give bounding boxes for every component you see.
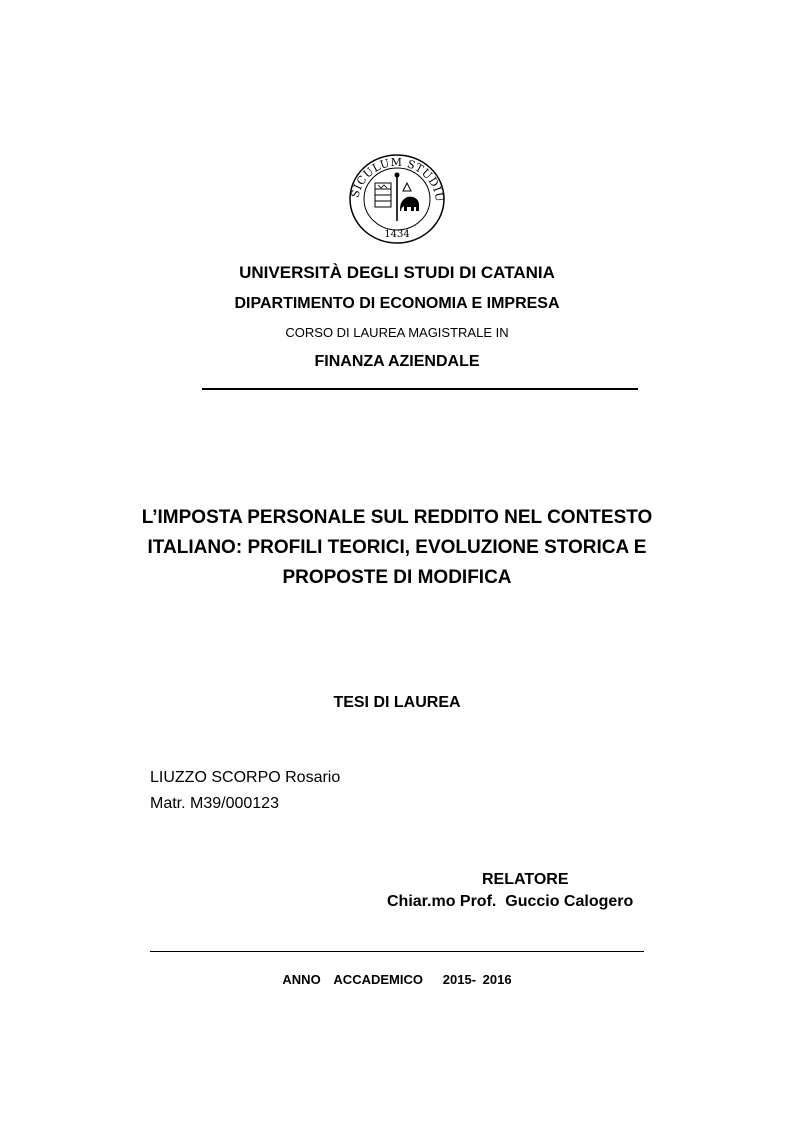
svg-text:SICULUM STUDIUM GENERALE: SICULUM STUDIU xyxy=(348,155,446,204)
header-divider xyxy=(202,388,638,390)
footer-divider xyxy=(150,951,644,952)
student-name: LIUZZO SCORPO Rosario xyxy=(150,769,341,786)
department-name: DIPARTIMENTO DI ECONOMIA E IMPRESA xyxy=(234,295,560,312)
academic-year: ANNO ACCADEMICO 2015- 2016 xyxy=(282,972,512,987)
course-label: CORSO DI LAUREA MAGISTRALE IN xyxy=(285,325,509,340)
university-seal-icon xyxy=(348,153,446,245)
thesis-type: TESI DI LAUREA xyxy=(333,694,461,711)
student-id: Matr. M39/000123 xyxy=(150,795,279,812)
supervisor-name: Chiar.mo Prof. Guccio Calogero xyxy=(387,893,634,910)
course-name: FINANZA AZIENDALE xyxy=(314,353,480,370)
thesis-title: L’IMPOSTA PERSONALE SUL REDDITO NEL CONTESTO ITALIANO: PROFILI TEORICI, EVOLUZIONE STORICA E PROPOSTE DI MODIFICA xyxy=(141,507,653,588)
university-name: UNIVERSITÀ DEGLI STUDI DI CATANIA xyxy=(239,263,555,282)
svg-text:1434: 1434 xyxy=(384,229,410,240)
supervisor-label: RELATORE xyxy=(482,871,569,888)
